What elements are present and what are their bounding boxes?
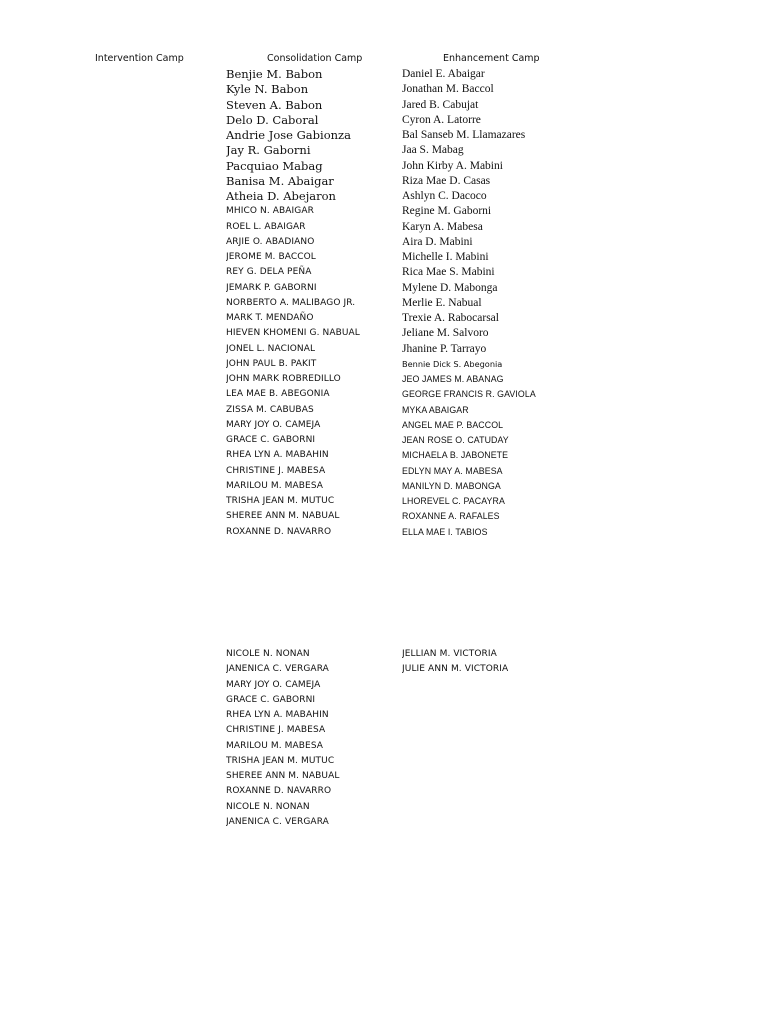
consolidation-name: JOHN PAUL B. PAKIT <box>226 358 317 369</box>
enhancement-name: LHOREVEL C. PACAYRA <box>402 496 505 506</box>
consolidation-name: RHEA LYN A. MABAHIN <box>226 450 329 461</box>
enhancement-name: Michelle I. Mabini <box>402 251 489 263</box>
consolidation-name: GRACE C. GABORNI <box>226 435 316 445</box>
enhancement-name: Jeliane M. Salvoro <box>402 327 489 340</box>
consolidation-name: CHRISTINE J. MABESA <box>226 725 326 736</box>
consolidation-name: MARY JOY O. CAMEJA <box>226 419 321 430</box>
consolidation-name: Kyle N. Babon <box>226 82 309 97</box>
consolidation-name: MHICO N. ABAIGAR <box>226 206 314 217</box>
enhancement-name: Riza Mae D. Casas <box>402 174 491 187</box>
enhancement-name: Mylene D. Mabonga <box>402 281 498 294</box>
consolidation-name-list-continued <box>226 647 396 830</box>
consolidation-name: REY G. DELA PEÑA <box>226 267 312 278</box>
enhancement-name: Bennie Dick S. Abegonia <box>402 358 503 369</box>
consolidation-name: Banisa M. Abaigar <box>226 173 334 188</box>
consolidation-name: ROXANNE D. NAVARRO <box>226 786 332 797</box>
enhancement-name: Jhanine P. Tarrayo <box>402 342 487 355</box>
enhancement-name: Bal Sanseb M. Llamazares <box>402 129 526 141</box>
consolidation-name: Benjie M. Babon <box>226 67 323 81</box>
enhancement-name: John Kirby A. Mabini <box>402 159 503 172</box>
header-consolidation-camp: Consolidation Camp <box>267 53 363 64</box>
consolidation-name: LEA MAE B. ABEGONIA <box>226 389 330 400</box>
enhancement-name: Jared B. Cabujat <box>402 98 479 111</box>
consolidation-name: RHEA LYN A. MABAHIN <box>226 710 329 720</box>
enhancement-name: ELLA MAE I. TABIOS <box>402 526 488 537</box>
consolidation-name: SHEREE ANN M. NABUAL <box>226 511 340 522</box>
consolidation-name: NICOLE N. NONAN <box>226 649 310 659</box>
consolidation-name: TRISHA JEAN M. MUTUC <box>226 496 335 506</box>
header-enhancement-camp: Enhancement Camp <box>443 53 540 64</box>
consolidation-name: ROXANNE D. NAVARRO <box>226 526 332 537</box>
enhancement-name: JULIE ANN M. VICTORIA <box>402 664 509 675</box>
enhancement-name: Rica Mae S. Mabini <box>402 266 495 279</box>
consolidation-name: ZISSA M. CABUBAS <box>226 404 314 415</box>
consolidation-name: JANENICA C. VERGARA <box>226 816 329 827</box>
consolidation-name: Delo D. Caboral <box>226 112 319 127</box>
consolidation-name: JEROME M. BACCOL <box>226 252 316 262</box>
consolidation-name: Steven A. Babon <box>226 97 323 112</box>
enhancement-name: Jonathan M. Baccol <box>402 83 494 96</box>
enhancement-name: JEAN ROSE O. CATUDAY <box>402 435 509 445</box>
enhancement-name: ROXANNE A. RAFALES <box>402 511 500 522</box>
consolidation-name: MARK T. MENDAÑO <box>226 313 314 323</box>
consolidation-name: CHRISTINE J. MABESA <box>226 465 326 476</box>
consolidation-name: MARILOU M. MABESA <box>226 480 324 491</box>
consolidation-name: JONEL L. NACIONAL <box>226 343 316 354</box>
enhancement-name: ANGEL MAE P. BACCOL <box>402 419 504 430</box>
consolidation-name: MARILOU M. MABESA <box>226 740 324 751</box>
consolidation-name-list <box>226 67 396 540</box>
enhancement-name: Daniel E. Abaigar <box>402 68 485 80</box>
enhancement-name: Jaa S. Mabag <box>402 144 464 157</box>
consolidation-name: MARY JOY O. CAMEJA <box>226 679 321 690</box>
header-intervention-camp: Intervention Camp <box>95 53 184 64</box>
consolidation-name: NICOLE N. NONAN <box>226 801 310 812</box>
enhancement-name-list-continued <box>402 647 582 678</box>
enhancement-name: Karyn A. Mabesa <box>402 220 483 233</box>
consolidation-name: NORBERTO A. MALIBAGO JR. <box>226 297 356 308</box>
consolidation-name: JOHN MARK ROBREDILLO <box>226 374 341 384</box>
enhancement-name: GEORGE FRANCIS R. GAVIOLA <box>402 389 536 400</box>
enhancement-name: JELLIAN M. VICTORIA <box>402 649 497 659</box>
consolidation-name: ARJIE O. ABADIANO <box>226 236 315 247</box>
enhancement-name: Trexie A. Rabocarsal <box>402 312 499 324</box>
consolidation-name: GRACE C. GABORNI <box>226 694 316 705</box>
consolidation-name: Jay R. Gaborni <box>226 143 311 158</box>
enhancement-name: Regine M. Gaborni <box>402 205 492 218</box>
consolidation-name: HIEVEN KHOMENI G. NABUAL <box>226 328 360 339</box>
enhancement-name: MICHAELA B. JABONETE <box>402 450 509 461</box>
enhancement-name: Cyron A. Latorre <box>402 113 481 126</box>
consolidation-name: Atheia D. Abejaron <box>226 189 336 203</box>
consolidation-name: SHEREE ANN M. NABUAL <box>226 771 340 781</box>
consolidation-name: Andrie Jose Gabionza <box>226 128 351 142</box>
enhancement-name: MYKA ABAIGAR <box>402 404 469 415</box>
enhancement-name-list <box>402 67 582 540</box>
enhancement-name: JEO JAMES M. ABANAG <box>402 374 504 384</box>
enhancement-name: Aira D. Mabini <box>402 235 473 248</box>
consolidation-name: JEMARK P. GABORNI <box>226 282 317 293</box>
enhancement-name: EDLYN MAY A. MABESA <box>402 465 503 476</box>
consolidation-name: Pacquiao Mabag <box>226 158 323 173</box>
consolidation-name: ROEL L. ABAIGAR <box>226 221 306 232</box>
consolidation-name: JANENICA C. VERGARA <box>226 664 329 675</box>
enhancement-name: MANILYN D. MABONGA <box>402 480 501 491</box>
consolidation-name: TRISHA JEAN M. MUTUC <box>226 755 335 766</box>
enhancement-name: Ashlyn C. Dacoco <box>402 190 487 202</box>
enhancement-name: Merlie E. Nabual <box>402 296 482 309</box>
